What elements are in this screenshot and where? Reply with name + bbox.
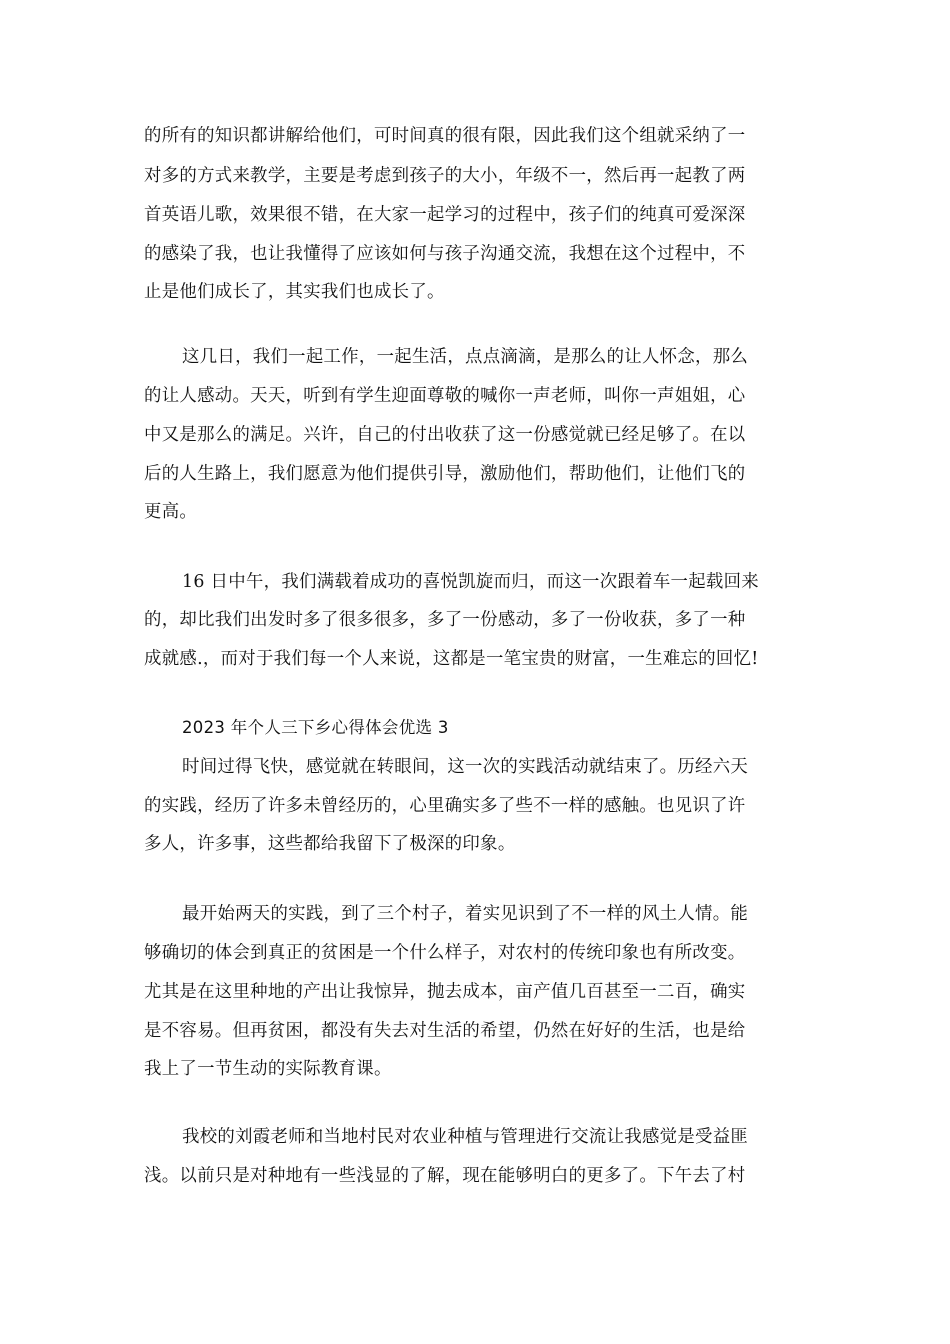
text-line: 的让人感动。天天，听到有学生迎面尊敬的喊你一声老师，叫你一声姐姐，心	[144, 386, 746, 406]
text-line: 的实践，经历了许多未曾经历的，心里确实多了些不一样的感触。也见识了许	[144, 796, 746, 816]
text-line: 对多的方式来教学，主要是考虑到孩子的大小，年级不一，然后再一起教了两	[144, 166, 746, 186]
text-line: 浅。以前只是对种地有一些浅显的了解，现在能够明白的更多了。下午去了村	[144, 1166, 746, 1186]
text-line: 首英语儿歌，效果很不错，在大家一起学习的过程中，孩子们的纯真可爱深深	[144, 205, 746, 225]
text-line: 尤其是在这里种地的产出让我惊异，抛去成本，亩产值几百甚至一二百，确实	[144, 982, 746, 1002]
text-line: 止是他们成长了，其实我们也成长了。	[144, 282, 445, 302]
text-line: 我校的刘霞老师和当地村民对农业种植与管理进行交流让我感觉是受益匪	[182, 1127, 749, 1147]
text-line: 最开始两天的实践，到了三个村子，着实见识到了不一样的风土人情。能	[182, 904, 749, 924]
text-line: 我上了一节生动的实际教育课。	[144, 1059, 392, 1079]
text-line: 16 日中午，我们满载着成功的喜悦凯旋而归，而这一次跟着车一起载回来	[182, 572, 759, 592]
text-line: 中又是那么的满足。兴许，自己的付出收获了这一份感觉就已经足够了。在以	[144, 425, 746, 445]
text-line: 够确切的体会到真正的贫困是一个什么样子，对农村的传统印象也有所改变。	[144, 943, 746, 963]
text-line: 是不容易。但再贫困，都没有失去对生活的希望，仍然在好好的生活，也是给	[144, 1021, 746, 1041]
text-line: 更高。	[144, 502, 198, 522]
text-line: 的，却比我们出发时多了很多很多，多了一份感动，多了一份收获，多了一种	[144, 610, 746, 630]
section-heading: 2023 年个人三下乡心得体会优选 3	[182, 718, 449, 737]
text-line: 多人，许多事，这些都给我留下了极深的印象。	[144, 834, 516, 854]
text-line: 的感染了我，也让我懂得了应该如何与孩子沟通交流，我想在这个过程中，不	[144, 244, 746, 264]
text-line: 的所有的知识都讲解给他们，可时间真的很有限，因此我们这个组就采纳了一	[144, 126, 746, 146]
text-line: 后的人生路上，我们愿意为他们提供引导，激励他们，帮助他们，让他们飞的	[144, 464, 746, 484]
text-line: 时间过得飞快，感觉就在转眼间，这一次的实践活动就结束了。历经六天	[182, 757, 749, 777]
text-line: 成就感.，而对于我们每一个人来说，这都是一笔宝贵的财富，一生难忘的回忆!	[144, 649, 759, 669]
text-line: 这几日，我们一起工作，一起生活，点点滴滴，是那么的让人怀念，那么	[182, 347, 749, 367]
